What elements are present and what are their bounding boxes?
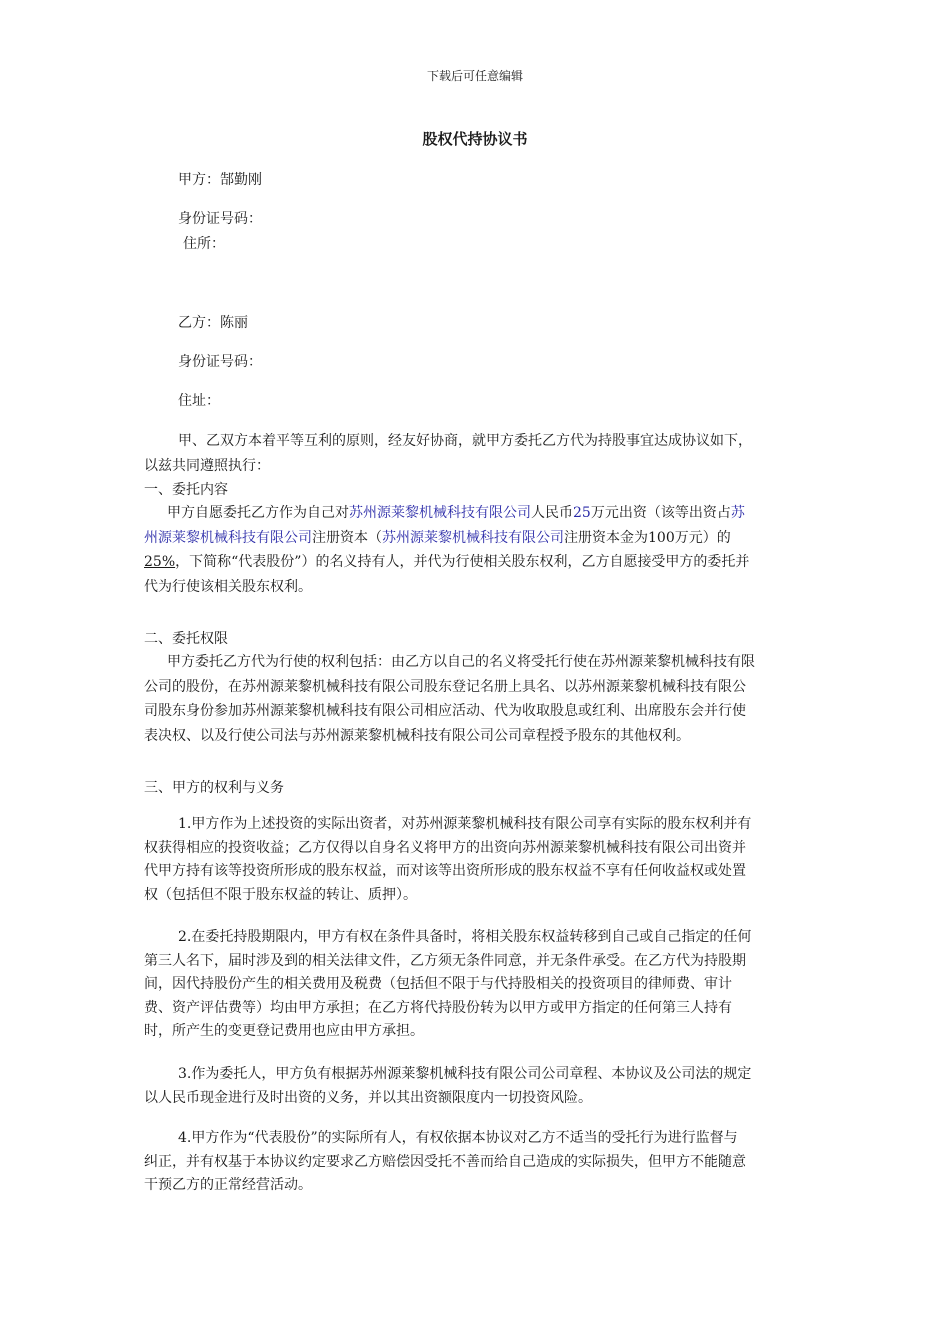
clause-3 [144, 1063, 804, 1110]
clause-line: 权（包括但不限于股东权益的转让、质押）。 [144, 886, 417, 903]
clause-line: 间，因代持股份产生的相关费用及税费（包括但不限于与代持股相关的投资项目的律师费、审计 [144, 976, 732, 993]
party-a-name: 甲方：郜勤刚 [178, 172, 262, 188]
intro-line-2: 以兹共同遵照执行： [144, 458, 270, 474]
clause-2 [144, 926, 804, 1044]
party-b-address: 住址： [178, 393, 220, 409]
section-2-line: 表决权、以及行使公司法与苏州源莱黎机械科技有限公司公司章程授予股东的其他权利。 [144, 727, 690, 744]
section-2-line: 甲方委托乙方代为行使的权利包括：由乙方以自己的名义将受托行使在苏州源莱黎机械科技有限 [167, 654, 755, 670]
clause-line: 干预乙方的正常经营活动。 [144, 1177, 312, 1194]
company-link: 苏 [730, 505, 745, 521]
clause-line: 代甲方持有该等投资所形成的股东权益，而对该等出资所形成的股东权益不享有任何收益权或处置 [144, 863, 746, 880]
section-1-text: 代为行使该相关股东权利。 [144, 578, 312, 595]
clause-line: 时，所产生的变更登记费用也应由甲方承担。 [144, 1023, 424, 1040]
section-2-paragraph [144, 650, 804, 748]
section-1-text: 注册资本金为100万元）的 [564, 529, 731, 546]
clause-line: 1.甲方作为上述投资的实际出资者，对苏州源莱黎机械科技有限公司享有实际的股东权利并有 [178, 816, 752, 832]
section-1-text: ，下简称“代表股份”）的名义持有人，并代为行使相关股东权利，乙方自愿接受甲方的委托并 [175, 554, 750, 571]
section-1-heading: 一、委托内容 [144, 482, 228, 498]
section-1-text: 人民币 [531, 505, 573, 521]
clause-line: 第三人名下，届时涉及到的相关法律文件，乙方须无条件同意，并无条件承受。在乙方代为持股期 [144, 952, 746, 969]
section-2-line: 公司的股份，在苏州源莱黎机械科技有限公司股东登记名册上具名、以苏州源莱黎机械科技有限公 [144, 678, 746, 695]
clause-line: 纠正，并有权基于本协议约定要求乙方赔偿因受托不善而给自己造成的实际损失，但甲方不能随意 [144, 1153, 746, 1170]
party-b-id: 身份证号码： [178, 354, 262, 370]
clause-1 [144, 813, 804, 907]
percent-value: 25% [144, 554, 176, 571]
clause-line: 以人民币现金进行及时出资的义务，并以其出资额限度内一切投资风险。 [144, 1089, 592, 1106]
party-a-address: 住所： [183, 236, 225, 252]
clause-line: 费、资产评估费等）均由甲方承担；在乙方将代持股份转为以甲方或甲方指定的任何第三人持有 [144, 999, 732, 1016]
clause-line: 4.甲方作为“代表股份”的实际所有人，有权依据本协议对乙方不适当的受托行为进行监督与 [178, 1130, 738, 1146]
page-header: 下载后可任意编辑 [426, 69, 523, 83]
company-link: 苏州源莱黎机械科技有限公司 [349, 505, 531, 521]
section-1-text: 甲方自愿委托乙方作为自己对 [167, 505, 349, 521]
section-2-line: 司股东身份参加苏州源莱黎机械科技有限公司相应活动、代为收取股息或红利、出席股东会并行使 [144, 703, 746, 720]
section-2-heading: 二、委托权限 [144, 631, 228, 647]
document-title: 股权代持协议书 [422, 130, 528, 148]
section-3-heading: 三、甲方的权利与义务 [144, 780, 284, 796]
party-a-id: 身份证号码： [178, 211, 262, 227]
company-link: 苏州源莱黎机械科技有限公司 [382, 529, 564, 546]
clause-line: 2.在委托持股期限内，甲方有权在条件具备时，将相关股东权益转移到自己或自己指定的任何 [178, 929, 752, 945]
intro-line-1: 甲、乙双方本着平等互利的原则，经友好协商，就甲方委托乙方代为持股事宜达成协议如下， [178, 433, 752, 449]
clause-4 [144, 1127, 804, 1198]
section-1-text: 注册资本（ [312, 529, 382, 546]
clause-line: 3.作为委托人，甲方负有根据苏州源莱黎机械科技有限公司公司章程、本协议及公司法的规定 [178, 1066, 752, 1082]
section-1-paragraph [144, 501, 804, 599]
party-b-name: 乙方：陈丽 [178, 315, 248, 331]
section-1-text: 万元出资（该等出资占 [590, 505, 731, 521]
clause-line: 权获得相应的投资收益；乙方仅得以自身名义将甲方的出资向苏州源莱黎机械科技有限公司出资并 [144, 839, 746, 856]
company-link: 州源莱黎机械科技有限公司 [144, 529, 312, 546]
amount-value: 25 [573, 505, 591, 521]
